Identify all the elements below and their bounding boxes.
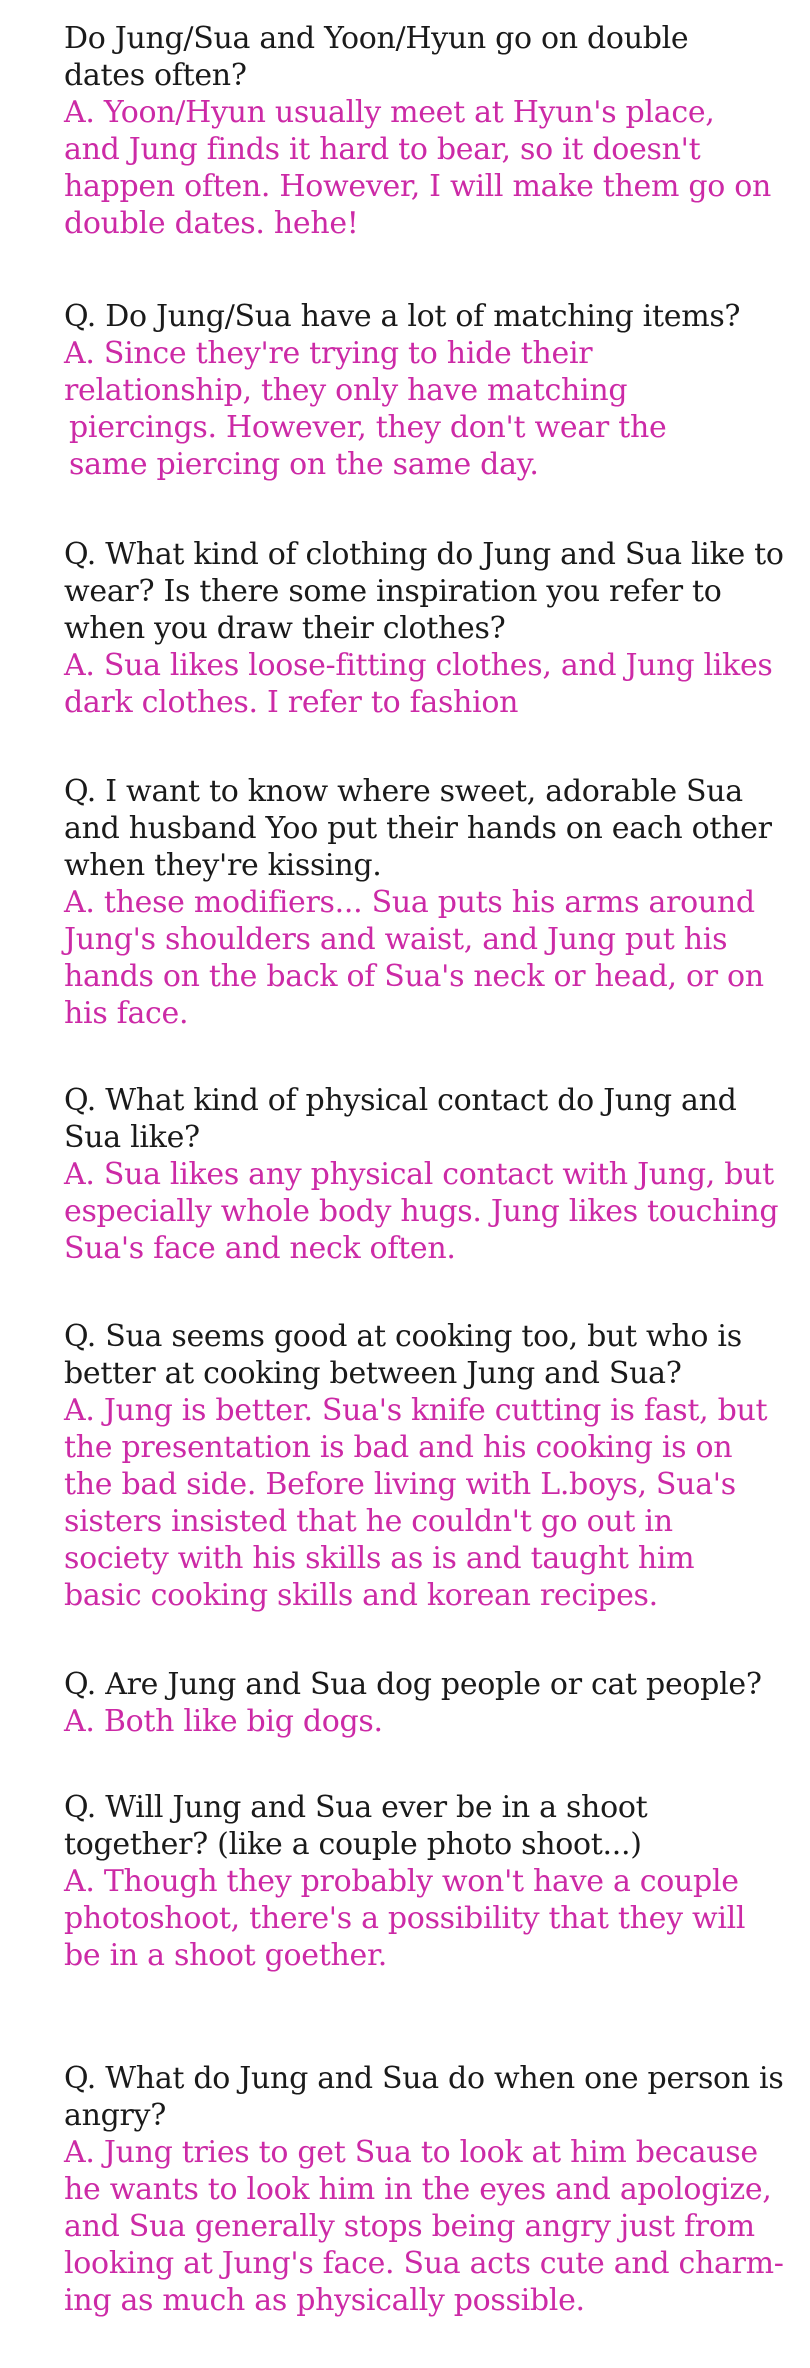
answer-line: and Sua generally stops being angry just from <box>64 2209 755 2244</box>
qa-block-1 <box>64 20 772 242</box>
question-line: when you draw their clothes? <box>64 611 506 646</box>
answer-line: Jung's shoulders and waist, and Jung put his <box>64 922 728 957</box>
answer-line: the bad side. Before living with L.boys, Sua's <box>64 1467 736 1502</box>
answer-line: A. Both like big dogs. <box>64 1704 383 1739</box>
answer-line: same piercing on the same day. <box>69 447 539 482</box>
answer-line: dark clothes. I refer to fashion <box>64 685 519 720</box>
question-line: Q. Do Jung/Sua have a lot of matching items? <box>64 299 741 334</box>
question-line: Q. What do Jung and Sua do when one person is <box>64 2061 784 2096</box>
answer-line: his face. <box>64 996 189 1031</box>
answer-line: photoshoot, there's a possibility that they will <box>64 1901 746 1936</box>
answer-line: A. Sua likes any physical contact with Jung, but <box>64 1157 774 1192</box>
answer-line: especially whole body hugs. Jung likes touching <box>64 1194 779 1229</box>
answer-line: relationship, they only have matching <box>64 373 628 408</box>
question-line: together? (like a couple photo shoot...) <box>64 1827 642 1862</box>
answer-line: A. Since they're trying to hide their <box>64 336 593 371</box>
question-line: better at cooking between Jung and Sua? <box>64 1356 682 1391</box>
answer-line: and Jung finds it hard to bear, so it doesn't <box>64 132 701 167</box>
answer-line: A. Yoon/Hyun usually meet at Hyun's place, <box>64 95 715 130</box>
question-line: when they're kissing. <box>64 848 382 883</box>
answer-line: double dates. hehe! <box>64 206 359 241</box>
question-line: Q. Are Jung and Sua dog people or cat people? <box>64 1667 762 1702</box>
answer-line: A. Jung tries to get Sua to look at him because <box>64 2135 758 2170</box>
question-line: wear? Is there some inspiration you refer to <box>64 574 722 609</box>
question-line: Sua like? <box>64 1120 200 1155</box>
answer-line: A. Jung is better. Sua's knife cutting is fast, but <box>64 1393 768 1428</box>
answer-line: looking at Jung's face. Sua acts cute and charm- <box>64 2246 784 2281</box>
qa-block-8 <box>64 1789 764 1974</box>
question-line: Q. I want to know where sweet, adorable Sua <box>64 774 743 809</box>
qa-block-7 <box>64 1666 764 1740</box>
qa-block-9 <box>64 2060 784 2319</box>
question-line: Do Jung/Sua and Yoon/Hyun go on double <box>64 21 689 56</box>
answer-line: hands on the back of Sua's neck or head, or on <box>64 959 764 994</box>
question-line: Q. What kind of clothing do Jung and Sua like to <box>64 537 784 572</box>
answer-line: basic cooking skills and korean recipes. <box>64 1578 658 1613</box>
qa-block-3 <box>64 536 784 721</box>
answer-line: happen often. However, I will make them go on <box>64 169 772 204</box>
qa-block-2 <box>64 298 764 483</box>
answer-line: piercings. However, they don't wear the <box>69 410 667 445</box>
question-line: angry? <box>64 2098 166 2133</box>
qa-block-4 <box>64 773 772 1032</box>
qa-block-5 <box>64 1082 779 1267</box>
question-line: and husband Yoo put their hands on each other <box>64 811 772 846</box>
answer-line: A. Though they probably won't have a couple <box>64 1864 739 1899</box>
answer-line: he wants to look him in the eyes and apologize, <box>64 2172 772 2207</box>
answer-line: A. these modifiers... Sua puts his arms around <box>64 885 755 920</box>
question-line: Q. Sua seems good at cooking too, but who is <box>64 1319 742 1354</box>
answer-line: sisters insisted that he couldn't go out in <box>64 1504 673 1539</box>
answer-line: society with his skills as is and taught him <box>64 1541 695 1576</box>
answer-line: Sua's face and neck often. <box>64 1231 456 1266</box>
answer-line: be in a shoot goether. <box>64 1938 387 1973</box>
question-line: dates often? <box>64 58 247 93</box>
answer-line: A. Sua likes loose-fitting clothes, and Jung likes <box>64 648 773 683</box>
question-line: Q. What kind of physical contact do Jung and <box>64 1083 737 1118</box>
answer-line: ing as much as physically possible. <box>64 2283 585 2318</box>
answer-line: the presentation is bad and his cooking is on <box>64 1430 733 1465</box>
question-line: Q. Will Jung and Sua ever be in a shoot <box>64 1790 648 1825</box>
qa-block-6 <box>64 1318 768 1614</box>
